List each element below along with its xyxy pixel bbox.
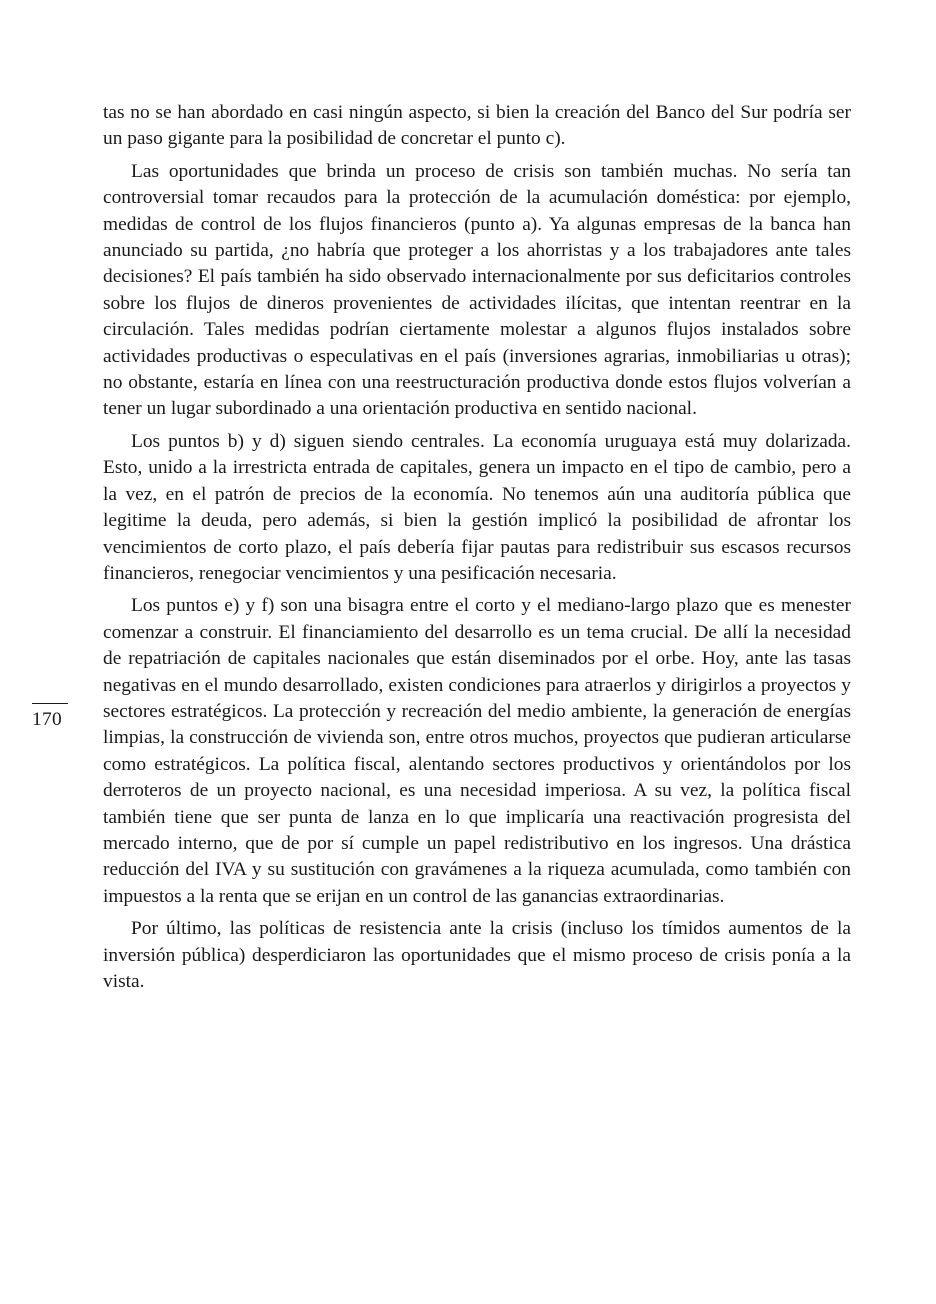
body-text xyxy=(103,100,851,1001)
paragraph: Los puntos b) y d) siguen siendo centrales. La economía uruguaya está muy dolarizada. Esto, unido a la irrestricta entrada de capitales, genera un impacto en el tipo de cambio, pero a la vez, en el patrón de precios de la economía. No tenemos aún una auditoría pública que legitime la deuda, pero además, si bien la gestión implicó la posibilidad de afrontar los vencimientos de corto plazo, el país debería fijar pautas para redistribuir sus escasos recursos financieros, renegociar vencimientos y una pesificación necesaria. xyxy=(103,430,851,584)
page-number-marker xyxy=(32,703,68,732)
paragraph: Los puntos e) y f) son una bisagra entre el corto y el mediano-largo plazo que es menester comenzar a construir. El financiamiento del desarrollo es un tema crucial. De allí la necesidad de repatriación de capitales nacionales que están diseminados por el orbe. Hoy, ante las tasas negativas en el mundo desarrollado, existen condiciones para atraerlos y dirigirlos a proyectos y sectores estratégicos. La protección y recreación del medio ambiente, la generación de energías limpias, la construcción de vivienda son, entre otros muchos, proyectos que pudieran articularse como estratégicos. La política fiscal, alentando sectores productivos y orientándolos por los derroteros de un proyecto nacional, es una necesidad imperiosa. A su vez, la política fiscal también tiene que ser punta de lanza en lo que implicaría una reactivación progresista del mercado interno, que de por sí cumple un papel redistributivo en los ingresos. Una drástica reducción del IVA y su sustitución con gravámenes a la riqueza acumulada, como también con impuestos a la renta que se erijan en un control de las ganancias extraordinarias. xyxy=(103,595,851,907)
page-number: 170 xyxy=(32,709,62,730)
paragraph: Las oportunidades que brinda un proceso de crisis son también muchas. No sería tan controversial tomar recaudos para la protección de la acumulación doméstica: por ejemplo, medidas de control de los flujos financieros (punto a). Ya algunas empresas de la banca han anunciado su partida, ¿no habría que proteger a los ahorristas y a los trabajadores ante tales decisiones? El país también ha sido observado internacionalmente por sus deficitarios controles sobre los flujos de dineros provenientes de actividades ilícitas, que intentan reentrar en la circulación. Tales medidas podrían ciertamente molestar a algunos flujos instalados sobre actividades productivas o especulativas en el país (inversiones agrarias, inmobiliarias u otras); no obstante, estaría en línea con una reestructuración productiva donde estos flujos volverían a tener un lugar subordinado a una orientación productiva en sentido nacional. xyxy=(103,160,851,420)
page-number-rule xyxy=(32,703,68,704)
paragraph: Por último, las políticas de resistencia ante la crisis (incluso los tímidos aumentos de la inversión pública) desperdiciaron las oportunidades que el mismo proceso de crisis ponía a la vista. xyxy=(103,918,851,992)
paragraph-continuation: tas no se han abordado en casi ningún aspecto, si bien la creación del Banco del Sur podría ser un paso gigante para la posibilidad de concretar el punto c). xyxy=(103,102,851,150)
